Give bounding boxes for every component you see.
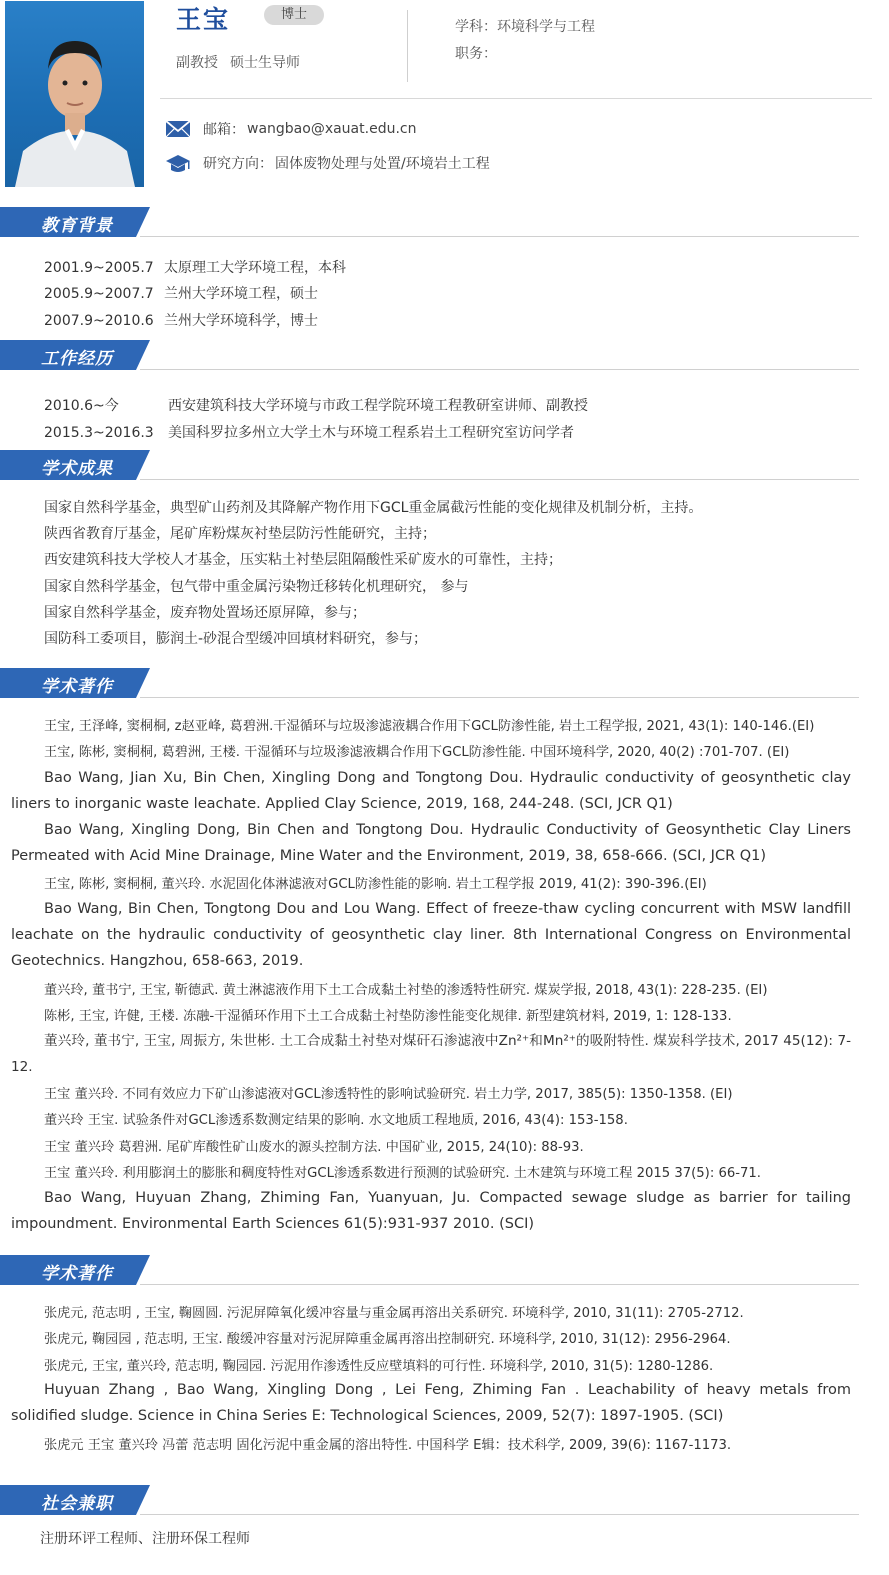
section-rule [140,697,859,698]
degree-badge: 博士 [264,5,324,25]
publication-item: 张虎元, 范志明 , 王宝, 鞠圆圆. 污泥屏障氧化缓冲容量与重金属再溶出关系研究. 环境科学, 2010, 31(11): 2705-2712. [44,1306,744,1321]
header-divider [407,10,408,82]
header-rule [160,98,872,99]
publication-item: 董兴玲, 董书宁, 王宝, 靳德武. 黄土淋滤液作用下土工合成黏土衬垫的渗透特性研究. 煤炭学报, 2018, 43(1): 228-235. (EI) [44,983,768,998]
achievement-item: 陕西省教育厅基金，尾矿库粉煤灰衬垫层防污性能研究，主持； [44,526,436,542]
achievement-item: 国家自然科学基金，包气带中重金属污染物迁移转化机理研究， 参与 [44,579,469,595]
publication-item: 王宝 董兴玲 葛碧洲. 尾矿库酸性矿山废水的源头控制方法. 中国矿业, 2015, 24(10): 88-93. [44,1140,584,1155]
email-row [165,119,416,139]
academic-titles [176,52,312,72]
research-value: 固体废物处理与处置/环境岩土工程 [275,156,490,172]
section-rule [140,1514,859,1515]
research-row [165,153,490,173]
publication-item: Bao Wang, Xingling Dong, Bin Chen and Tongtong Dou. Hydraulic Conductivity of Geosynthetic Clay Liners Permeated with Acid Mine Drainage, Mine Water and the Environment, 2019, 38, 658-666. (SCI, JCR Q1) [11,822,851,864]
publication-item: Bao Wang, Jian Xu, Bin Chen, Xingling Dong and Tongtong Dou. Hydraulic conductivity of geosynthetic clay liners to inorganic waste leachate. Applied Clay Science, 2019, 168, 244-248. (SCI, JCR Q1) [11,770,851,812]
subject: 学科：环境科学与工程 [455,19,595,35]
publication-item: 王宝, 陈彬, 窦桐桐, 董兴玲. 水泥固化体淋滤液对GCL防渗性能的影响. 岩土工程学报 2019, 41(2): 390-396.(EI) [44,877,707,892]
section-education [0,207,889,241]
section-title: 学术著作 [41,677,113,697]
mail-icon [165,119,191,139]
section-work [0,340,889,374]
section-title: 学术著作 [41,1264,113,1284]
email-value[interactable]: wangbao@xauat.edu.cn [247,121,417,137]
publication-item: 张虎元 王宝 董兴玲 冯蕾 范志明 固化污泥中重金属的溶出特性. 中国科学 E辑：技术科学, 2009, 39(6): 1167-1173. [44,1438,732,1453]
publication-item: Bao Wang, Bin Chen, Tongtong Dou and Lou Wang. Effect of freeze-thaw cycling concurrent with MSW landfill leachate on the hydraulic conductivity of geosynthetic clay liner. 8th International Congress on Environmental Geotechnics. Hangzhou, 658-663, 2019. [11,901,851,969]
publication-item: 董兴玲, 董书宁, 王宝, 周振方, 朱世彬. 土工合成黏土衬垫对煤矸石渗滤液中Zn²⁺和Mn²⁺的吸附特性. 煤炭科学技术, 2017 45(12): 7-12. [11,1033,851,1075]
section-rule [140,1284,859,1285]
section-title: 教育背景 [41,216,113,236]
publication-item: 王宝, 陈彬, 窦桐桐, 葛碧洲, 王楼. 干湿循环与垃圾渗滤液耦合作用下GCL防渗性能. 中国环境科学, 2020, 40(2) :701-707. (EI) [44,745,790,760]
section-publications-2 [0,1255,889,1289]
publication-item: 张虎元, 鞠园园 , 范志明, 王宝. 酸缓冲容量对污泥屏障重金属再溶出控制研究. 环境科学, 2010, 31(12): 2956-2964. [44,1332,731,1347]
section-title: 社会兼职 [41,1494,113,1514]
graduation-cap-icon [165,153,191,173]
post: 职务： [455,46,497,62]
title-associate-professor: 副教授 [176,55,218,71]
person-name: 王宝 [176,5,231,34]
achievement-item: 国防科工委项目，膨润土-砂混合型缓冲回填材料研究，参与； [44,631,428,647]
publication-item: Huyuan Zhang , Bao Wang, Xingling Dong , Lei Feng, Zhiming Fan . Leachability of heavy metals from solidified sludge. Science in China Series E: Technological Sciences, 2009, 52(7): 1897-1905. (SCI) [11,1382,851,1424]
work-item: 2010.6~今 西安建筑科技大学环境与市政工程学院环境工程教研室讲师、副教授 [44,398,588,414]
achievement-item: 国家自然科学基金，废弃物处置场还原屏障，参与； [44,605,366,621]
publication-item: 王宝 董兴玲. 利用膨润土的膨胀和稠度特性对GCL渗透系数进行预测的试验研究. 土木建筑与环境工程 2015 37(5): 66-71. [44,1166,761,1181]
publication-item: 王宝, 王泽峰, 窦桐桐, z赵亚峰, 葛碧洲.干湿循环与垃圾渗滤液耦合作用下GCL防渗性能, 岩土工程学报, 2021, 43(1): 140-146.(EI) [44,719,815,734]
publication-item: 陈彬, 王宝, 许健, 王楼. 冻融-干湿循环作用下土工合成黏土衬垫防渗性能变化规律. 新型建筑材料, 2019, 1: 128-133. [44,1009,732,1024]
section-achievements [0,450,889,484]
achievement-item: 国家自然科学基金，典型矿山药剂及其降解产物作用下GCL重金属截污性能的变化规律及机制分析，主持。 [44,500,703,516]
education-item: 2001.9~2005.7 太原理工大学环境工程，本科 [44,260,346,276]
section-title: 学术成果 [41,459,113,479]
publication-item: Bao Wang, Huyuan Zhang, Zhiming Fan, Yuanyuan, Ju. Compacted sewage sludge as barrier for tailing impoundment. Environmental Earth Sciences 61(5):931-937 2010. (SCI) [11,1190,851,1232]
achievement-item: 西安建筑科技大学校人才基金，压实粘土衬垫层阻隔酸性采矿废水的可靠性，主持； [44,552,562,568]
profile-header [0,0,889,200]
section-rule [140,369,859,370]
social-item: 注册环评工程师、注册环保工程师 [40,1531,250,1547]
work-item: 2015.3~2016.3 美国科罗拉多州立大学土木与环境工程系岩土工程研究室访问学者 [44,425,574,441]
education-item: 2007.9~2010.6 兰州大学环境科学，博士 [44,313,318,329]
section-rule [140,236,859,237]
publication-item: 董兴玲 王宝. 试验条件对GCL渗透系数测定结果的影响. 水文地质工程地质, 2016, 43(4): 153-158. [44,1113,628,1128]
section-rule [140,479,859,480]
title-supervisor: 硕士生导师 [230,55,300,71]
section-social [0,1485,889,1519]
email-label: 邮箱： [203,122,245,138]
publication-item: 王宝 董兴玲. 不同有效应力下矿山渗滤液对GCL渗透特性的影响试验研究. 岩土力学, 2017, 385(5): 1350-1358. (EI) [44,1087,733,1102]
education-item: 2005.9~2007.7 兰州大学环境工程，硕士 [44,286,318,302]
section-title: 工作经历 [41,349,113,369]
section-publications [0,668,889,702]
publication-item: 张虎元, 王宝, 董兴玲, 范志明, 鞠园园. 污泥用作渗透性反应壁填料的可行性. 环境科学, 2010, 31(5): 1280-1286. [44,1359,714,1374]
profile-photo [5,1,144,187]
portrait-image [5,1,144,187]
research-label: 研究方向： [203,156,273,172]
